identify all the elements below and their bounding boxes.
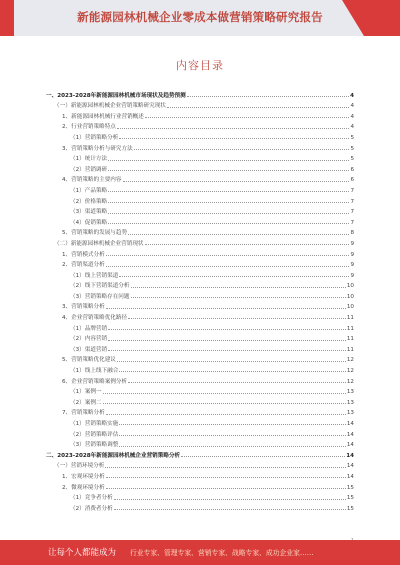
toc-leader-dots [181,456,345,457]
toc-entry-page: 9 [350,240,354,247]
toc-leader-dots [106,488,346,489]
toc-entry[interactable] [46,480,354,491]
toc-leader-dots [119,138,349,139]
toc-leader-dots [119,276,349,277]
footer-roles: 行业专家、管理专家、营销专家、战略专家、成功企业家…… [130,549,314,557]
toc-entry-page: 15 [346,505,354,512]
toc-entry-page: 14 [346,473,354,480]
toc-entry[interactable] [46,152,354,163]
toc-entry-text: （1）统计方法 [70,156,108,163]
toc-entry-text: （2）消费者分析 [70,505,113,512]
toc-entry-text: （1）线上营销渠道 [70,272,119,279]
toc-entry[interactable] [46,416,354,427]
toc-entry-page: 14 [346,452,354,459]
toc-entry-page: 7 [350,187,354,194]
toc-entry-page: 14 [346,463,354,470]
toc-leader-dots [187,96,349,97]
toc-leader-dots [108,160,349,161]
toc-entry-text: （4）促销策略 [70,219,108,226]
toc-entry-text: （2）价格策略 [70,198,108,205]
toc-leader-dots [119,446,346,447]
toc-entry-text: （2）线下营销渠道分析 [70,283,130,290]
toc-entry[interactable] [46,88,354,99]
toc-entry-text: （2）营销调研 [70,166,108,173]
toc-entry-page: 11 [346,336,354,343]
toc-entry[interactable] [46,236,354,247]
toc-entry-text: （1）案例一 [70,389,102,396]
toc-entry[interactable] [46,310,354,321]
toc-entry-text: （3）营销策略调整 [70,442,119,449]
toc-entry-text: （1）营销策略分析 [70,134,119,141]
toc-leader-dots [108,191,349,192]
toc-entry-text: 2、行业营销策略特点 [62,124,116,131]
toc-entry-text: （1）竞争者分析 [70,495,113,502]
header-accent-triangle [342,0,364,36]
toc-leader-dots [108,350,346,351]
toc-entry[interactable] [46,194,354,205]
toc-leader-dots [106,266,350,267]
toc-entry-page: 12 [346,368,354,375]
toc-entry-page: 10 [346,293,354,300]
toc-entry-page: 14 [346,421,354,427]
toc-leader-dots [103,403,346,404]
toc-entry[interactable] [46,120,354,131]
toc-entry[interactable] [46,438,354,449]
toc-entry-text: 3、营销策略分析与研究方法 [62,145,133,152]
toc-entry[interactable] [46,289,354,300]
toc-leader-dots [134,149,350,150]
toc-entry-page: 14 [346,431,354,438]
toc-entry-text: 2、微观环境分析 [62,484,105,491]
toc-entry-page: 15 [346,495,354,502]
toc-entry-text: 二、2023-2028年新能源园林机械企业营销策略分析 [46,452,181,459]
toc-leader-dots [108,170,349,171]
toc-entry-text: 6、企业营销策略案例分析 [62,378,128,385]
toc-entry-page: 6 [350,177,354,184]
toc-leader-dots [114,499,346,500]
toc-entry-text: （二）新能源园林机械企业营销现状 [54,240,144,247]
toc-entry[interactable] [46,99,354,110]
toc-entry-text: 1、新能源园林机械行业营销概述 [62,113,144,120]
toc-entry-page: 9 [350,272,354,279]
toc-entry-page: 12 [346,357,354,364]
toc-entry[interactable] [46,385,354,396]
toc-entry-text: 2、营销渠道分析 [62,262,105,269]
toc-entry-text: 一、2023-2028年新能源园林机械市场现状及趋势预测 [46,92,186,99]
toc-entry[interactable] [46,321,354,332]
toc-entry-page: 11 [346,346,354,353]
toc-entry[interactable] [46,141,354,152]
toc-entry[interactable] [46,353,354,364]
toc-entry-page: 7 [350,219,354,226]
toc-leader-dots [114,509,346,510]
toc-entry[interactable] [46,130,354,141]
toc-entry[interactable] [46,258,354,269]
toc-entry-page: 14 [346,442,354,449]
toc-leader-dots [167,107,350,108]
toc-leader-dots [119,435,346,436]
toc-entry-text: （3）营销策略存在问题 [70,293,130,300]
toc-leader-dots [119,371,346,372]
toc-entry[interactable] [46,215,354,226]
toc-entry-text: 1、营销模式分析 [62,251,105,258]
toc-leader-dots [131,287,346,288]
header-accent-block [364,0,400,36]
toc-entry[interactable] [46,332,354,343]
toc-entry-page: 4 [350,124,354,131]
toc-entry-text: （一）营销环境分析 [54,463,105,470]
toc-entry-text: （1）品牌营销 [70,325,108,332]
toc-leader-dots [106,255,350,256]
toc-entry[interactable] [46,268,354,279]
toc-entry[interactable] [46,109,354,120]
toc-entry-text: 3、营销策略分析 [62,304,105,311]
toc-leader-dots [105,467,346,468]
toc-leader-dots [119,424,346,425]
toc-entry[interactable] [46,342,354,353]
toc-leader-dots [117,128,350,129]
toc-entry-page: 12 [346,378,354,385]
toc-entry-text: （3）渠道策略 [70,209,108,216]
toc-leader-dots [106,414,346,415]
toc-entry-page: 4 [350,103,354,110]
toc-entry-text: （1）产品策略 [70,187,108,194]
toc-entry-text: （3）渠道营销 [70,346,108,353]
toc-entry-text: 7、营销策略分析 [62,410,105,417]
toc-entry[interactable] [46,173,354,184]
toc-entry[interactable] [46,374,354,385]
toc-leader-dots [108,213,349,214]
toc-entry[interactable] [46,162,354,173]
toc-entry-page: 13 [346,410,354,417]
toc-entry-page: 7 [350,198,354,205]
toc-entry[interactable] [46,501,354,512]
toc-entry-text: （一）新能源园林机械企业营销策略研究现状 [54,103,166,110]
toc-entry-text: （2）营销策略评估 [70,431,119,438]
toc-leader-dots [145,244,350,245]
toc-entry-page: 11 [346,325,354,332]
toc-entry-page: 13 [346,399,354,406]
toc-entry-page: 7 [350,209,354,216]
footer-banner [0,540,400,565]
toc-entry-page: 6 [350,166,354,173]
toc-entry[interactable] [46,279,354,290]
toc-entry-text: （2）内容营销 [70,336,108,343]
toc-leader-dots [128,318,346,319]
report-title: 新能源园林机械企业零成本做营销策略研究报告 [77,10,323,24]
toc-entry[interactable] [46,226,354,237]
toc-entry-text: （2）案例二 [70,399,102,406]
toc-entry-text: （1）线上线下融合 [70,368,119,375]
toc-entry-page: 4 [350,92,354,99]
toc-entry-page: 5 [350,145,354,152]
toc-entry[interactable] [46,183,354,194]
toc-heading: 内容目录 [176,59,224,72]
table-of-contents [46,88,354,512]
toc-leader-dots [128,382,346,383]
toc-entry-text: （1）营销策略实施 [70,421,119,427]
toc-entry[interactable] [46,300,354,311]
toc-leader-dots [108,329,346,330]
toc-entry-page: 5 [350,156,354,163]
toc-entry-page: 9 [350,262,354,269]
toc-leader-dots [108,202,349,203]
toc-entry-page: 13 [346,389,354,396]
toc-entry-page: 10 [346,283,354,290]
toc-entry[interactable] [46,395,354,406]
toc-leader-dots [128,234,349,235]
toc-entry[interactable] [46,469,354,480]
toc-entry[interactable] [46,247,354,258]
toc-entry-text: 4、企业营销策略优化路径 [62,315,128,322]
header-bar [0,0,400,36]
toc-entry[interactable] [46,363,354,374]
toc-leader-dots [131,297,346,298]
toc-entry[interactable] [46,448,354,459]
toc-entry-page: 4 [350,113,354,120]
toc-leader-dots [117,361,346,362]
toc-leader-dots [123,181,350,182]
toc-entry-text: 1、宏观环境分析 [62,473,105,480]
toc-entry-text: 5、营销策略的发展与趋势 [62,230,128,237]
toc-entry-text: 4、营销策略的主要内容 [62,177,122,184]
toc-leader-dots [106,308,346,309]
toc-leader-dots [103,393,346,394]
toc-entry-page: 8 [350,230,354,237]
toc-leader-dots [108,223,349,224]
toc-leader-dots [106,477,346,478]
toc-entry[interactable] [46,205,354,216]
toc-leader-dots [145,117,350,118]
footer-slogan: 让每个人都能成为 [48,548,117,558]
toc-entry[interactable] [46,427,354,438]
toc-entry[interactable] [46,406,354,417]
toc-entry-page: 5 [350,134,354,141]
toc-entry[interactable] [46,459,354,470]
toc-entry-page: 11 [346,315,354,322]
toc-leader-dots [108,340,346,341]
toc-entry-text: 5、营销策略优化建议 [62,357,116,364]
toc-entry-page: 10 [346,304,354,311]
toc-entry-page: 15 [346,484,354,491]
toc-entry-page: 9 [350,251,354,258]
toc-entry[interactable] [46,491,354,502]
